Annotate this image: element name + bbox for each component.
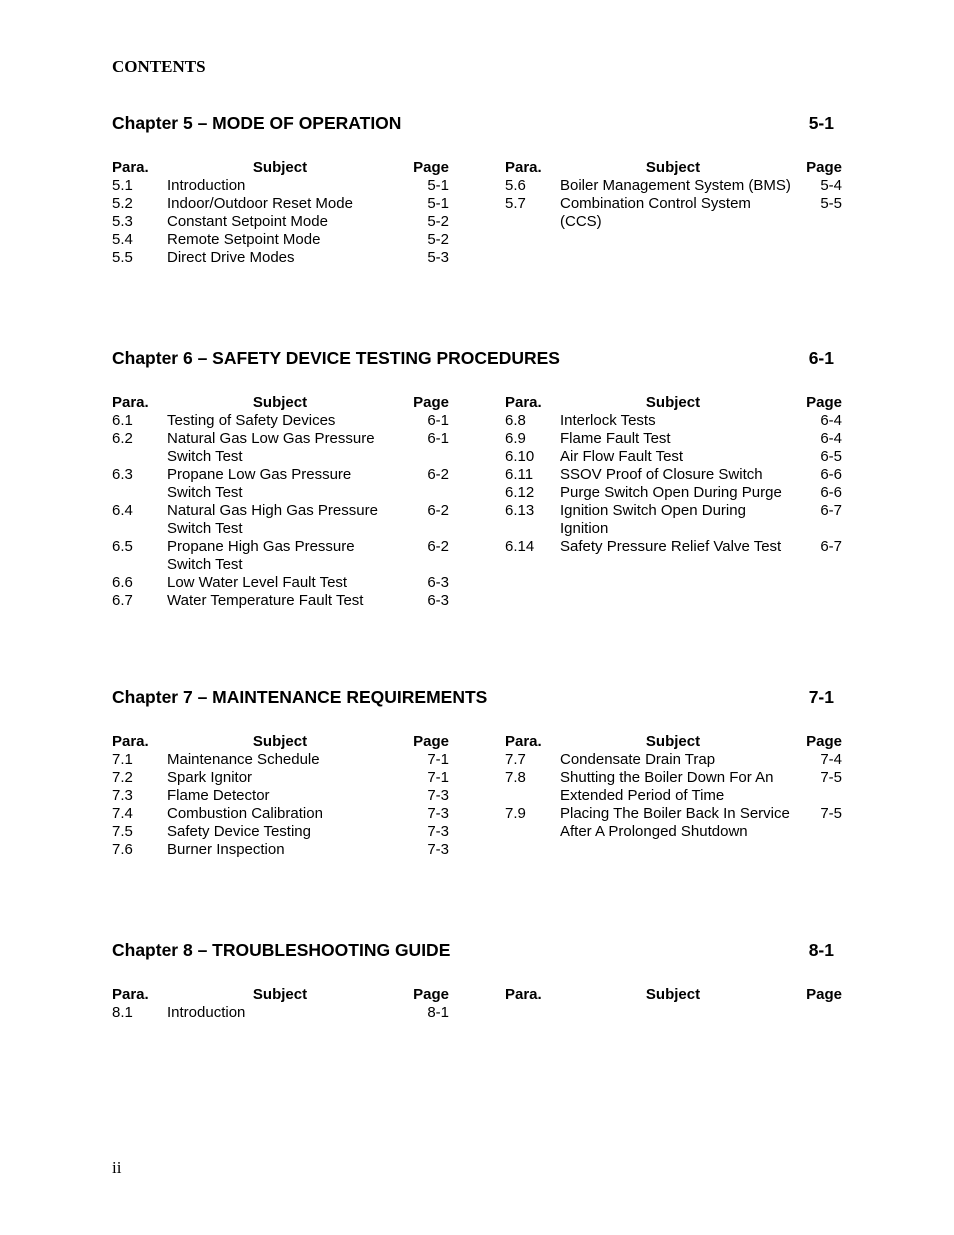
entry-page: 6-3 (427, 592, 449, 609)
header-subject: Subject (252, 986, 308, 1003)
entry-page: 7-3 (427, 787, 449, 804)
entry-page: 7-4 (820, 751, 842, 768)
entry-subject: Condensate Drain Trap (560, 751, 716, 768)
toc-header-row (505, 733, 843, 751)
chapter-heading (112, 113, 834, 135)
toc-entry[interactable] (505, 430, 843, 448)
header-para: Para. (505, 986, 542, 1003)
entry-page: 6-5 (820, 448, 842, 465)
page-number: ii (112, 1158, 122, 1177)
entry-para: 5.7 (505, 195, 526, 212)
entry-page: 7-3 (427, 823, 449, 840)
entry-para: 6.14 (505, 538, 535, 555)
chapter-page[interactable]: 7-1 (808, 687, 834, 707)
toc-entry[interactable] (112, 502, 450, 538)
toc-entry[interactable] (112, 769, 450, 787)
entry-page: 5-5 (820, 195, 842, 212)
entry-subject: Propane Low Gas Pressure Switch Test (167, 466, 352, 501)
entry-para: 7.5 (112, 823, 133, 840)
header-subject: Subject (645, 159, 701, 176)
chapter-page[interactable]: 6-1 (808, 348, 834, 368)
entry-subject: Natural Gas Low Gas Pressure Switch Test (167, 430, 375, 465)
entry-page: 8-1 (427, 1004, 449, 1021)
toc-entry[interactable] (112, 412, 450, 430)
entry-page: 5-2 (427, 231, 449, 248)
entry-para: 8.1 (112, 1004, 133, 1021)
entry-subject: Boiler Management System (BMS) (560, 177, 791, 194)
header-page: Page (806, 733, 842, 750)
entry-para: 7.8 (505, 769, 526, 786)
entry-subject: Combustion Calibration (167, 805, 323, 822)
entry-para: 6.1 (112, 412, 133, 429)
entry-subject: Maintenance Schedule (167, 751, 320, 768)
entry-subject: Purge Switch Open During Purge (560, 484, 782, 501)
entry-para: 6.11 (505, 466, 534, 483)
entry-page: 6-1 (427, 412, 449, 429)
entry-para: 5.3 (112, 213, 133, 230)
toc-entry[interactable] (112, 787, 450, 805)
entry-subject: Safety Pressure Relief Valve Test (560, 538, 782, 555)
entry-subject: SSOV Proof of Closure Switch (560, 466, 763, 483)
entry-para: 5.2 (112, 195, 133, 212)
entry-page: 7-1 (427, 751, 449, 768)
toc-header-row (112, 986, 450, 1004)
toc-column-right (505, 159, 843, 231)
toc-entry[interactable] (112, 841, 450, 859)
toc-entry[interactable] (112, 231, 450, 249)
entry-page: 6-7 (820, 538, 842, 555)
toc-entry[interactable] (112, 538, 450, 574)
entry-page: 6-4 (820, 412, 842, 429)
entry-para: 6.5 (112, 538, 133, 555)
toc-entry[interactable] (112, 195, 450, 213)
toc-column-right (505, 733, 843, 841)
header-page: Page (413, 159, 449, 176)
entry-para: 5.4 (112, 231, 133, 248)
toc-entry[interactable] (112, 430, 450, 466)
toc-entry[interactable] (112, 249, 450, 267)
entry-page: 6-3 (427, 574, 449, 591)
entry-subject: Air Flow Fault Test (560, 448, 684, 465)
header-subject: Subject (252, 394, 308, 411)
entry-para: 6.13 (505, 502, 535, 519)
entry-page: 5-4 (820, 177, 842, 194)
chapter-heading (112, 940, 834, 962)
toc-entry[interactable] (112, 823, 450, 841)
chapter-title[interactable]: Chapter 5 – MODE OF OPERATION (112, 113, 402, 133)
entry-para: 7.1 (112, 751, 133, 768)
entry-page: 5-1 (427, 195, 449, 212)
entry-page: 6-2 (427, 538, 449, 555)
entry-para: 6.10 (505, 448, 535, 465)
entry-subject: Burner Inspection (167, 841, 285, 858)
entry-subject: Combination Control System (CCS) (560, 195, 751, 230)
toc-column-right (505, 394, 843, 556)
toc-entry[interactable] (505, 412, 843, 430)
toc-header-row (112, 394, 450, 412)
entry-subject: Introduction (167, 177, 246, 194)
entry-para: 5.6 (505, 177, 526, 194)
entry-para: 6.7 (112, 592, 133, 609)
entry-para: 7.2 (112, 769, 133, 786)
toc-entry[interactable] (112, 805, 450, 823)
header-para: Para. (112, 394, 149, 411)
toc-column-right (505, 986, 843, 1004)
entry-page: 5-3 (427, 249, 449, 266)
entry-subject: Natural Gas High Gas Pressure Switch Test (167, 502, 378, 537)
toc-header-row (505, 986, 843, 1004)
header-subject: Subject (252, 159, 308, 176)
toc-column-left (112, 733, 450, 859)
header-page: Page (413, 986, 449, 1003)
entry-subject: Spark Ignitor (167, 769, 253, 786)
toc-header-row (505, 394, 843, 412)
toc-header-row (505, 159, 843, 177)
entry-page: 6-6 (820, 466, 842, 483)
toc-column-left (112, 394, 450, 610)
header-page: Page (806, 986, 842, 1003)
header-page: Page (806, 159, 842, 176)
header-subject: Subject (645, 394, 701, 411)
header-page: Page (806, 394, 842, 411)
header-subject: Subject (645, 986, 701, 1003)
entry-subject: Propane High Gas Pressure Switch Test (167, 538, 355, 573)
chapter-heading (112, 687, 834, 709)
entry-subject: Testing of Safety Devices (167, 412, 336, 429)
entry-subject: Placing The Boiler Back In Service After A Prolonged Shutdown (560, 805, 790, 840)
toc-entry[interactable] (505, 177, 843, 195)
entry-subject: Direct Drive Modes (167, 249, 295, 266)
toc-entry[interactable] (112, 574, 450, 592)
entry-subject: Indoor/Outdoor Reset Mode (167, 195, 353, 212)
header-para: Para. (112, 986, 149, 1003)
entry-page: 6-6 (820, 484, 842, 501)
header-subject: Subject (252, 733, 308, 750)
chapter-title[interactable]: Chapter 7 – MAINTENANCE REQUIREMENTS (112, 687, 488, 707)
toc-entry[interactable] (505, 805, 843, 841)
toc-entry[interactable] (112, 592, 450, 610)
entry-para: 7.3 (112, 787, 133, 804)
header-page: Page (413, 733, 449, 750)
entry-page: 5-2 (427, 213, 449, 230)
entry-page: 6-7 (820, 502, 842, 519)
toc-entry[interactable] (112, 751, 450, 769)
entry-subject: Safety Device Testing (167, 823, 311, 840)
entry-page: 5-1 (427, 177, 449, 194)
entry-page: 6-2 (427, 466, 449, 483)
entry-page: 7-3 (427, 805, 449, 822)
toc-entry[interactable] (505, 502, 843, 538)
toc-header-row (112, 733, 450, 751)
entry-subject: Ignition Switch Open During Ignition (560, 502, 746, 537)
entry-page: 7-1 (427, 769, 449, 786)
toc-entry[interactable] (505, 538, 843, 556)
chapter-heading (112, 348, 834, 370)
chapter-title[interactable]: Chapter 6 – SAFETY DEVICE TESTING PROCEDURES (112, 348, 560, 368)
entry-subject: Water Temperature Fault Test (167, 592, 364, 609)
toc-entry[interactable] (505, 466, 843, 484)
header-para: Para. (112, 159, 149, 176)
entry-para: 6.3 (112, 466, 133, 483)
entry-page: 6-2 (427, 502, 449, 519)
contents-title: CONTENTS (112, 57, 206, 76)
header-para: Para. (505, 159, 542, 176)
entry-para: 6.2 (112, 430, 133, 447)
entry-para: 5.1 (112, 177, 133, 194)
toc-entry[interactable] (505, 448, 843, 466)
entry-page: 7-5 (820, 769, 842, 786)
entry-para: 7.7 (505, 751, 526, 768)
entry-page: 6-1 (427, 430, 449, 447)
chapter-page[interactable]: 8-1 (808, 940, 834, 960)
chapter-title[interactable]: Chapter 8 – TROUBLESHOOTING GUIDE (112, 940, 451, 960)
entry-para: 7.4 (112, 805, 133, 822)
toc-column-left (112, 986, 450, 1022)
entry-subject: Flame Fault Test (560, 430, 671, 447)
entry-page: 6-4 (820, 430, 842, 447)
entry-subject: Remote Setpoint Mode (167, 231, 321, 248)
entry-page: 7-3 (427, 841, 449, 858)
entry-subject: Low Water Level Fault Test (167, 574, 348, 591)
toc-entry[interactable] (112, 1004, 450, 1022)
entry-para: 7.9 (505, 805, 526, 822)
entry-para: 7.6 (112, 841, 133, 858)
header-para: Para. (505, 733, 542, 750)
toc-entry[interactable] (505, 484, 843, 502)
toc-entry[interactable] (112, 466, 450, 502)
toc-entry[interactable] (505, 751, 843, 769)
chapter-page[interactable]: 5-1 (808, 113, 834, 133)
entry-subject: Interlock Tests (560, 412, 656, 429)
header-para: Para. (505, 394, 542, 411)
entry-subject: Flame Detector (167, 787, 270, 804)
entry-para: 5.5 (112, 249, 133, 266)
toc-entry[interactable] (505, 195, 843, 231)
toc-entry[interactable] (112, 177, 450, 195)
entry-para: 6.4 (112, 502, 133, 519)
entry-para: 6.8 (505, 412, 526, 429)
toc-column-left (112, 159, 450, 267)
header-para: Para. (112, 733, 149, 750)
toc-entry[interactable] (505, 769, 843, 805)
entry-para: 6.12 (505, 484, 535, 501)
entry-subject: Shutting the Boiler Down For An Extended Period of Time (560, 769, 774, 804)
entry-para: 6.9 (505, 430, 526, 447)
header-page: Page (413, 394, 449, 411)
toc-entry[interactable] (112, 213, 450, 231)
entry-subject: Constant Setpoint Mode (167, 213, 328, 230)
entry-page: 7-5 (820, 805, 842, 822)
toc-header-row (112, 159, 450, 177)
header-subject: Subject (645, 733, 701, 750)
entry-subject: Introduction (167, 1004, 246, 1021)
entry-para: 6.6 (112, 574, 133, 591)
